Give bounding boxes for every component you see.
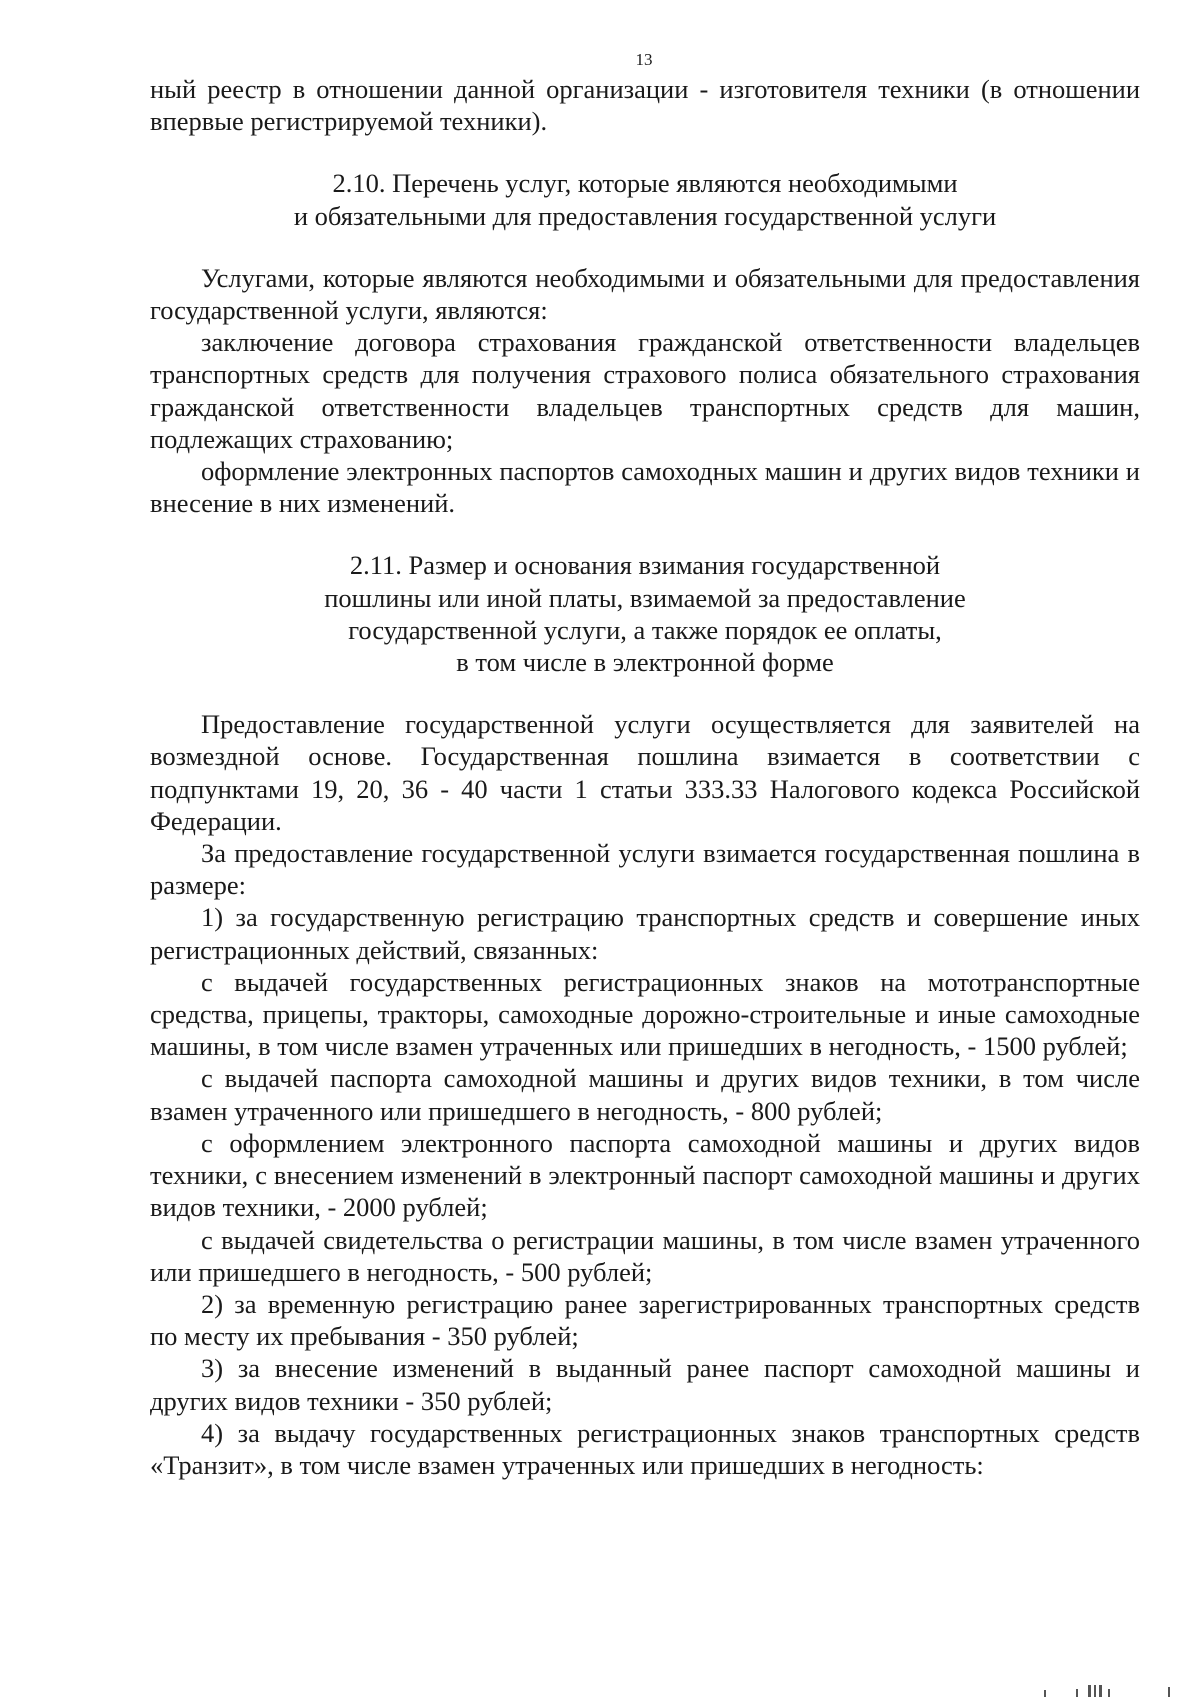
list-subitem-electronic-passport: с оформлением электронного паспорта самоходной машины и других видов техники, с внесением изменений в электронный паспорт самоходной машины и других видов техники, - 2000 рублей; [150,1127,1140,1223]
list-subitem-certificate: с выдачей свидетельства о регистрации машины, в том числе взамен утраченного или пришедшего в негодность, - 500 рублей; [150,1224,1140,1287]
paragraph-required-services-intro: Услугами, которые являются необходимыми и обязательными для предоставления государственной услуги, являются: [150,262,1140,326]
list-item-4-transit-plates: 4) за выдачу государственных регистрационных знаков транспортных средств «Транзит», в том числе взамен утраченных или пришедших в негодность: [150,1417,1140,1480]
paragraph-fee-amount-intro: За предоставление государственной услуги взимается государственная пошлина в размере: [150,838,1140,901]
list-subitem-passport: с выдачей паспорта самоходной машины и других видов техники, в том числе взамен утраченного или пришедшего в негодность, - 800 рублей; [150,1063,1140,1126]
paragraph-registry-continuation: ный реестр в отношении данной организации - изготовителя техники (в отношении впервые регистрируемой техники). [150,74,1140,137]
list-subitem-plates: с выдачей государственных регистрационных знаков на мототранспортные средства, прицепы, тракторы, самоходные дорожно-строительные и иные самоходные машины, в том числе взамен утраченных или пришедших в негодность, - 1500 рублей; [150,966,1140,1062]
list-item-2-temporary-registration: 2) за временную регистрацию ранее зарегистрированных транспортных средств по месту их пребывания - 350 рублей; [150,1288,1140,1352]
section-heading-2-10: 2.10. Перечень услуг, которые являются необходимыми и обязательными для предоставления государственной услуги [293,168,997,231]
list-item-3-passport-changes: 3) за внесение изменений в выданный ранее паспорт самоходной машины и других видов техники - 350 рублей; [150,1353,1140,1416]
paragraph-paid-basis: Предоставление государственной услуги осуществляется для заявителей на возмездной основе. Государственная пошлина взимается в соответствии с подпунктами 19, 20, 36 - 40 части 1 статьи 333.33 Налогового кодекса Российской Федерации. [150,709,1140,836]
list-item-1-registration: 1) за государственную регистрацию транспортных средств и совершение иных регистрационных действий, связанных: [150,902,1140,965]
section-heading-2-11: 2.11. Размер и основания взимания государственной пошлины или иной платы, взимаемой за предоставление государственной услуги, а также порядок ее оплаты, в том числе в электронной форме [324,550,966,678]
paragraph-electronic-passports: оформление электронных паспортов самоходных машин и других видов техники и внесение в них изменений. [150,456,1140,519]
page-number: 13 [635,50,653,69]
document-body [150,73,1140,1481]
scan-barcode-marks [1042,1685,1172,1697]
paragraph-insurance-contract: заключение договора страхования гражданской ответственности владельцев транспортных средств для получения страхового полиса обязательного страхования гражданской ответственности владельцев транспортных средств для машин, подлежащих страхованию; [150,327,1140,454]
